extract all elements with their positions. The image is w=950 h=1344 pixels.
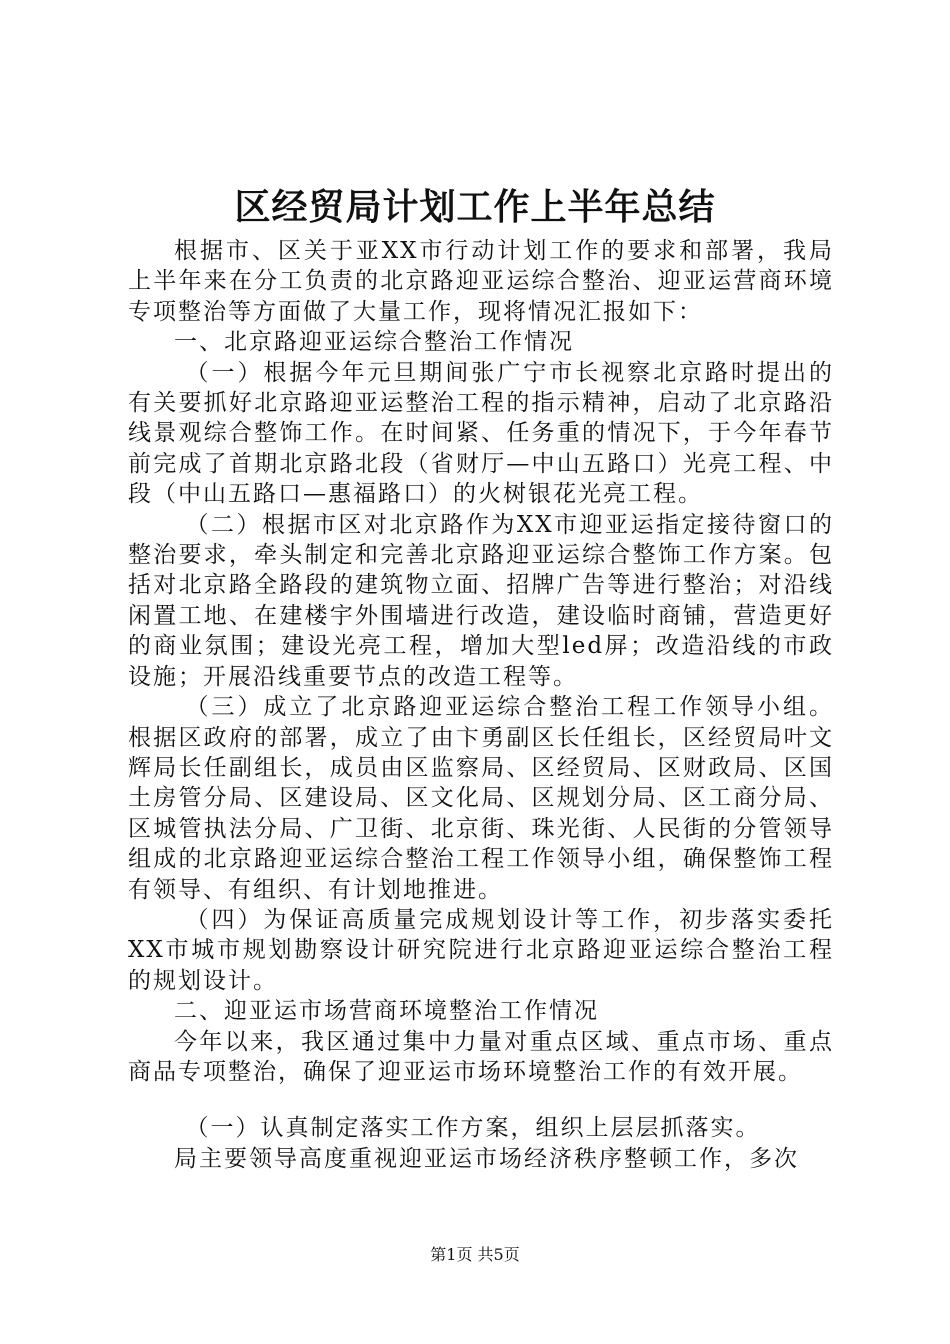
subsection-heading-1: （一）认真制定落实工作方案，组织上层层抓落实。: [185, 1115, 761, 1142]
item-paragraph-3: （三）成立了北京路迎亚运综合整治工程工作领导小组。根据区政府的部署，成立了由卞勇副区长任组长，区经贸局叶文辉局长任副组长，成员由区监察局、区经贸局、区财政局、区国土房管分局、区建设局、区文化局、区规划分局、区工商分局、区城管执法分局、广卫街、北京街、珠光街、人民街的分管领导组成的北京路迎亚运综合整治工程工作领导小组，确保整饰工程有领导、有组织、有计划地推进。: [128, 694, 834, 903]
item-paragraph-1: （一）根据今年元旦期间张广宁市长视察北京路时提出的有关要抓好北京路迎亚运整治工程的指示精神，启动了北京路沿线景观综合整饰工作。在时间紧、任务重的情况下，于今年春节前完成了首期北京路北段（省财厅—中山五路口）光亮工程、中段（中山五路口—惠福路口）的火树银花光亮工程。: [128, 359, 834, 508]
item-paragraph-2: （二）根据市区对北京路作为XX市迎亚运指定接待窗口的整治要求，牵头制定和完善北京路迎亚运综合整饰工作方案。包括对北京路全路段的建筑物立面、招牌广告等进行整治；对沿线闲置工地、在建楼宇外围墙进行改造，建设临时商铺，营造更好的商业氛围；建设光亮工程，增加大型led屏；改造沿线的市政设施；开展沿线重要节点的改造工程等。: [128, 511, 834, 690]
intro-paragraph: 根据市、区关于亚XX市行动计划工作的要求和部署，我局上半年来在分工负责的北京路迎亚运综合整治、迎亚运营商环境专项整治等方面做了大量工作，现将情况汇报如下：: [128, 238, 834, 325]
item-paragraph-4: （四）为保证高质量完成规划设计等工作，初步落实委托XX市城市规划勘察设计研究院进行北京路迎亚运综合整治工程的规划设计。: [128, 906, 834, 994]
section-heading-1: 一、北京路迎亚运综合整治工作情况: [174, 329, 574, 356]
page-footer: 第1页 共5页: [430, 1245, 520, 1264]
section-heading-2: 二、迎亚运市场营商环境整治工作情况: [174, 998, 599, 1025]
document-title: 区经贸局计划工作上半年总结: [234, 186, 716, 228]
document-body: [128, 236, 834, 1174]
subsection-paragraph-1: 局主要领导高度重视迎亚运市场经济秩序整顿工作，多次: [174, 1145, 799, 1172]
section-2-intro-paragraph: 今年以来，我区通过集中力量对重点区域、重点市场、重点商品专项整治，确保了迎亚运市场环境整治工作的有效开展。: [128, 1028, 834, 1085]
